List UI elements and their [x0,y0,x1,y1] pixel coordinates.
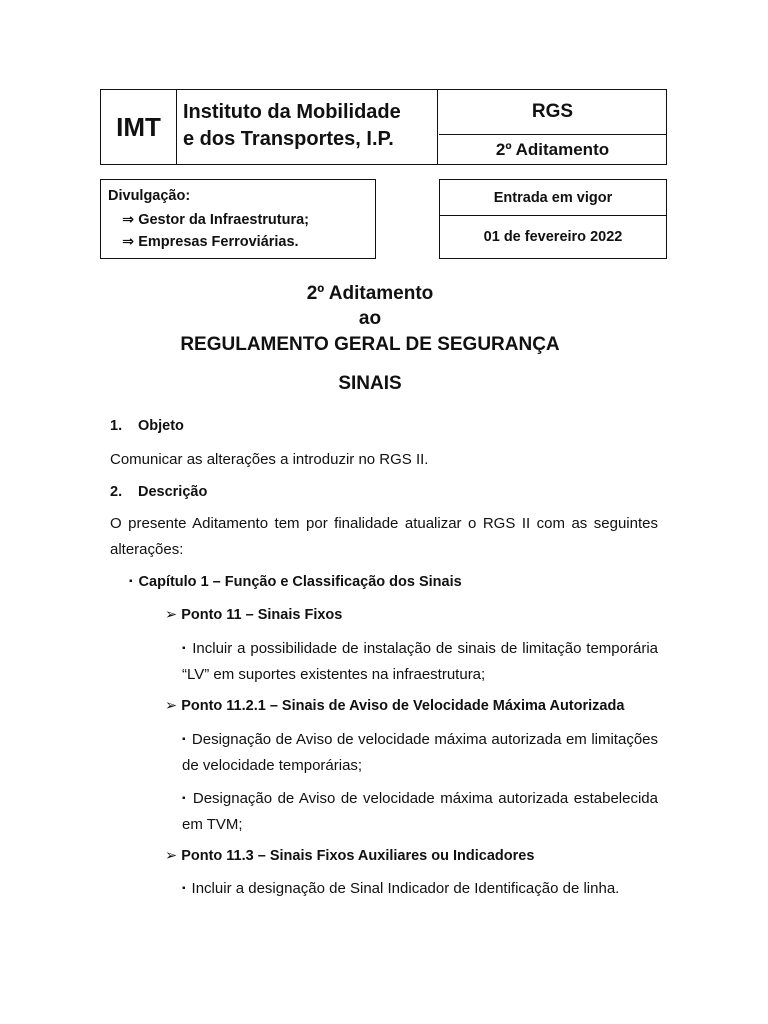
point-title: Ponto 11 – Sinais Fixos [181,607,343,623]
point-subitem-text: Incluir a possibilidade de instalação de sinais de limitação temporária “LV” em suportes existentes na infraestrutura; [182,640,658,683]
doc-title-line1: 2º Aditamento [306,283,434,304]
square-bullet-icon: ▪ [129,576,133,587]
section-number: 2. [110,484,123,500]
org-name [177,90,438,164]
distribution-box [100,179,376,259]
section-heading [110,484,207,500]
section-heading [110,418,184,434]
point-heading [165,607,342,623]
chapter-title: Capítulo 1 – Função e Classificação dos Sinais [138,574,462,590]
distribution-item-text: Gestor da Infraestrutura; [138,212,310,228]
doc-title-line4: SINAIS [338,373,402,394]
effective-date-value: 01 de fevereiro 2022 [483,229,623,245]
distribution-item [108,210,375,230]
effective-date-label: Entrada em vigor [440,180,666,216]
arrowhead-bullet-icon: ➢ [165,607,178,623]
distribution-item [108,232,375,252]
implies-arrow-icon: ⇒ [122,234,135,250]
square-bullet-icon: ▪ [182,643,187,654]
section-title: Descrição [138,484,208,500]
arrowhead-bullet-icon: ➢ [165,848,178,864]
point-title: Ponto 11.2.1 – Sinais de Aviso de Velocidade Máxima Autorizada [181,698,625,714]
arrowhead-bullet-icon: ➢ [165,698,178,714]
point-subitem [182,636,658,688]
point-subitem-text: Incluir a designação de Sinal Indicador de Identificação de linha. [191,880,620,897]
doc-title-line3: REGULAMENTO GERAL DE SEGURANÇA [180,334,560,355]
square-bullet-icon: ▪ [182,883,186,894]
point-subitem [182,786,658,838]
distribution-label: Divulgação: [108,188,191,204]
doc-code: RGS [439,90,666,135]
doc-amendment: 2º Aditamento [495,139,610,159]
point-title: Ponto 11.3 – Sinais Fixos Auxiliares ou Indicadores [181,848,535,864]
effective-date-box [439,179,667,259]
point-heading [165,848,534,864]
distribution-item-text: Empresas Ferroviárias. [138,234,299,250]
point-heading [165,698,624,714]
implies-arrow-icon: ⇒ [122,212,135,228]
doc-title-line2: ao [358,308,382,329]
point-subitem-text: Designação de Aviso de velocidade máxima autorizada em limitações de velocidade temporárias; [182,731,659,774]
point-subitem [182,876,658,902]
header-table [100,89,667,165]
point-subitem [182,727,658,779]
section-title: Objeto [138,418,184,434]
org-name-line1: Instituto da Mobilidade [183,101,401,123]
square-bullet-icon: ▪ [182,793,187,804]
point-subitem-text: Designação de Aviso de velocidade máxima autorizada estabelecida em TVM; [182,790,658,833]
org-name-line2: e dos Transportes, I.P. [183,128,394,150]
section-text: Comunicar as alterações a introduzir no RGS II. [110,451,429,468]
square-bullet-icon: ▪ [182,734,186,745]
org-abbreviation: IMT [101,90,177,164]
chapter-item [129,574,462,590]
section-text: O presente Aditamento tem por finalidade atualizar o RGS II com as seguintes alterações: [110,515,658,558]
section-number: 1. [110,418,123,434]
